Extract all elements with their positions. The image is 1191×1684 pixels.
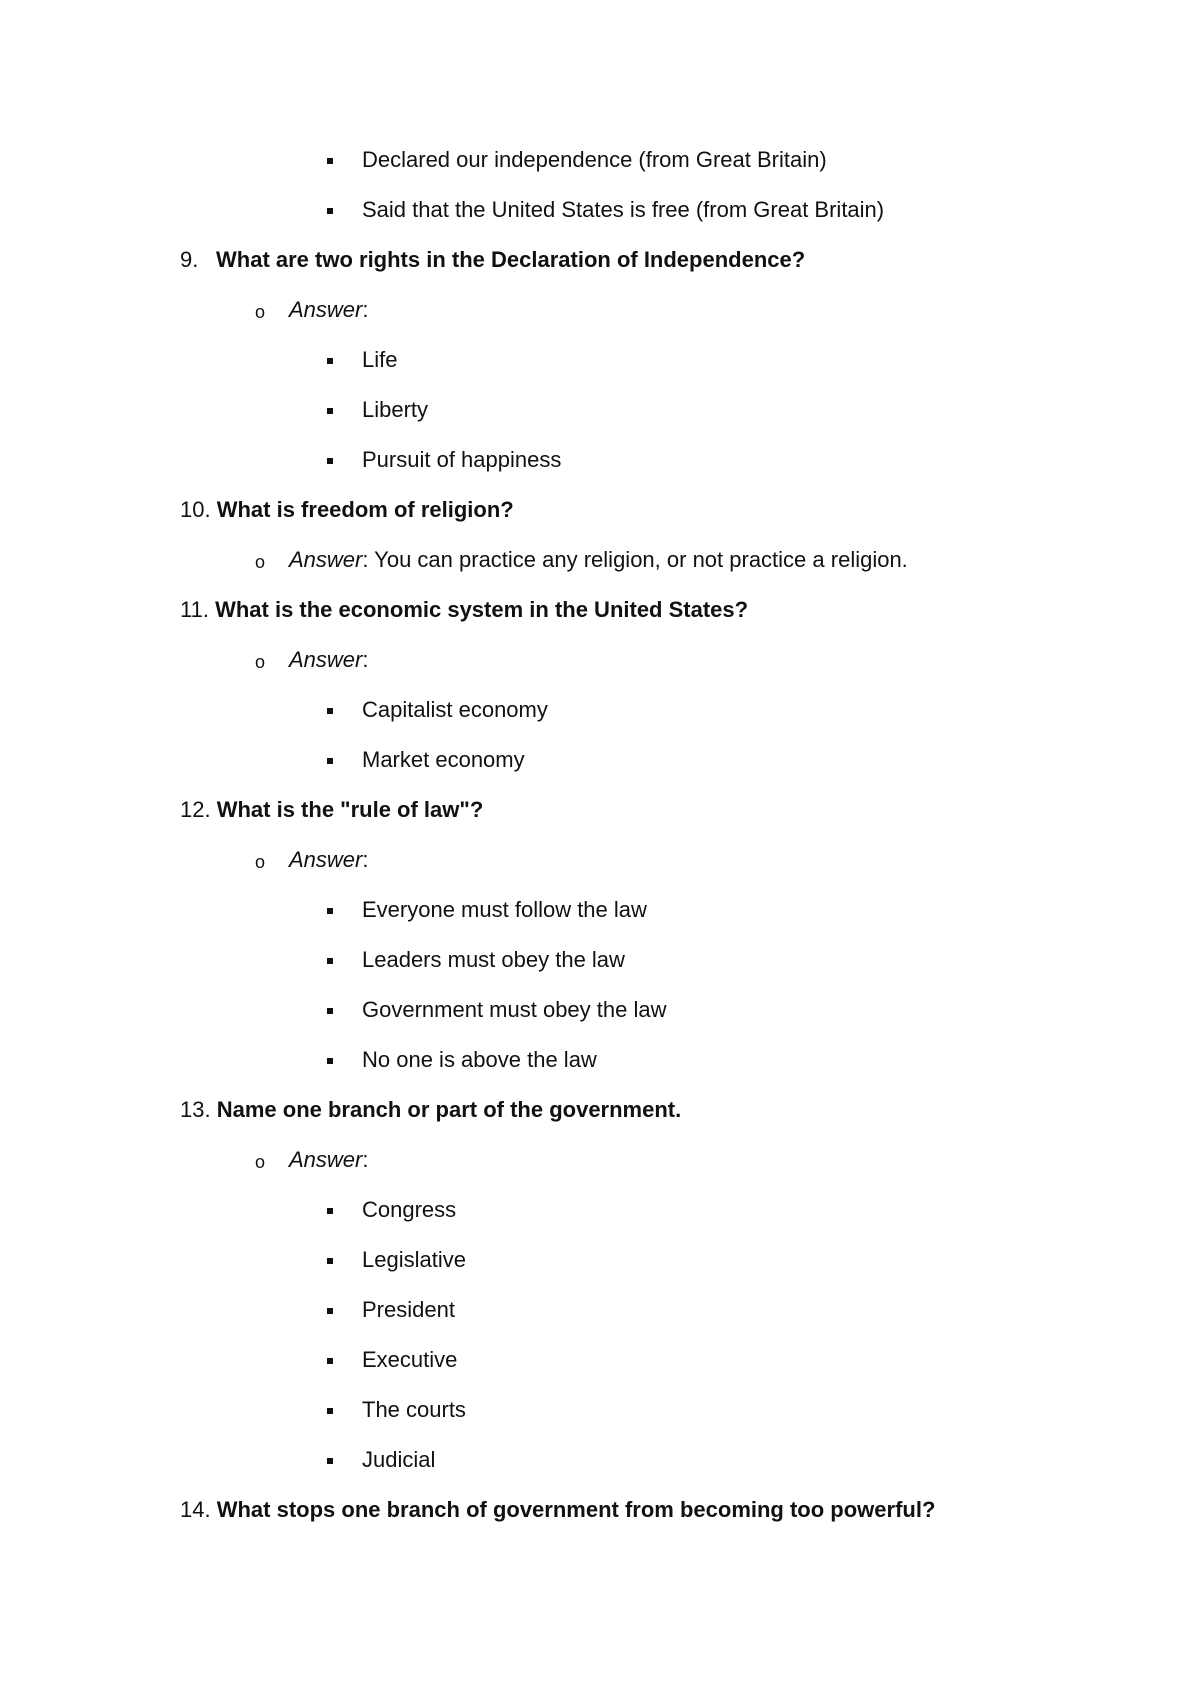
list-item-text: No one is above the law xyxy=(362,1047,597,1072)
answer-label: Answer xyxy=(289,547,363,572)
list-item xyxy=(362,1295,455,1325)
question-text: What is the economic system in the United States? xyxy=(215,597,749,622)
square-bullet-icon xyxy=(327,1308,333,1314)
list-item-text: Judicial xyxy=(362,1447,436,1472)
square-bullet-icon xyxy=(327,358,333,364)
circle-bullet-icon: o xyxy=(255,1152,266,1172)
question-9 xyxy=(180,245,805,275)
list-item xyxy=(362,195,884,225)
question-number: 13. xyxy=(180,1097,211,1122)
list-item xyxy=(362,395,428,425)
list-item-text: Executive xyxy=(362,1347,458,1372)
list-item xyxy=(362,745,525,775)
list-item-text: Pursuit of happiness xyxy=(362,447,562,472)
answer-line xyxy=(255,295,369,325)
answer-label: Answer xyxy=(289,647,363,672)
square-bullet-icon xyxy=(327,908,333,914)
square-bullet-icon xyxy=(327,158,333,164)
square-bullet-icon xyxy=(327,1008,333,1014)
question-number: 11. xyxy=(180,597,209,622)
list-item-text: Everyone must follow the law xyxy=(362,897,647,922)
question-number: 9. xyxy=(180,247,199,272)
answer-line xyxy=(255,1145,369,1175)
square-bullet-icon xyxy=(327,208,333,214)
question-12 xyxy=(180,795,483,825)
list-item xyxy=(362,945,625,975)
list-item xyxy=(362,1395,466,1425)
answer-label: Answer xyxy=(289,847,363,872)
question-text: What is freedom of religion? xyxy=(216,497,514,522)
answer-text: : xyxy=(362,1147,369,1172)
question-11 xyxy=(180,595,748,625)
square-bullet-icon xyxy=(327,1458,333,1464)
list-item-text: Life xyxy=(362,347,398,372)
answer-label: Answer xyxy=(289,297,363,322)
question-text: What is the "rule of law"? xyxy=(216,797,484,822)
list-item xyxy=(362,995,666,1025)
list-item xyxy=(362,345,397,375)
list-item-text: Capitalist economy xyxy=(362,697,548,722)
list-item xyxy=(362,145,827,175)
circle-bullet-icon: o xyxy=(255,302,266,322)
question-number: 12. xyxy=(180,797,211,822)
question-text: What are two rights in the Declaration of Independence? xyxy=(216,247,806,272)
answer-text: : xyxy=(362,847,369,872)
list-item-text: The courts xyxy=(362,1397,466,1422)
list-item-text: President xyxy=(362,1297,455,1322)
list-item-text: Leaders must obey the law xyxy=(362,947,625,972)
list-item-text: Said that the United States is free (from Great Britain) xyxy=(362,197,885,222)
question-14 xyxy=(180,1495,935,1525)
circle-bullet-icon: o xyxy=(255,852,266,872)
list-item-text: Congress xyxy=(362,1197,457,1222)
question-number: 14. xyxy=(180,1497,211,1522)
question-number: 10. xyxy=(180,497,211,522)
square-bullet-icon xyxy=(327,458,333,464)
square-bullet-icon xyxy=(327,1258,333,1264)
list-item-text: Government must obey the law xyxy=(362,997,667,1022)
answer-line xyxy=(255,545,908,575)
answer-text: : xyxy=(362,297,369,322)
square-bullet-icon xyxy=(327,1058,333,1064)
square-bullet-icon xyxy=(327,958,333,964)
list-item xyxy=(362,1245,466,1275)
answer-line xyxy=(255,645,369,675)
list-item-text: Liberty xyxy=(362,397,429,422)
question-13 xyxy=(180,1095,681,1125)
list-item-text: Declared our independence (from Great Britain) xyxy=(362,147,827,172)
list-item xyxy=(362,895,647,925)
circle-bullet-icon: o xyxy=(255,652,266,672)
square-bullet-icon xyxy=(327,708,333,714)
answer-text: : xyxy=(362,647,369,672)
list-item xyxy=(362,695,548,725)
list-item xyxy=(362,1345,457,1375)
answer-label: Answer xyxy=(289,1147,363,1172)
list-item-text: Legislative xyxy=(362,1247,466,1272)
list-item xyxy=(362,1195,456,1225)
square-bullet-icon xyxy=(327,408,333,414)
question-text: What stops one branch of government from becoming too powerful? xyxy=(216,1497,936,1522)
list-item-text: Market economy xyxy=(362,747,525,772)
circle-bullet-icon: o xyxy=(255,552,266,572)
list-item xyxy=(362,1045,597,1075)
answer-text: : You can practice any religion, or not practice a religion. xyxy=(362,547,908,572)
square-bullet-icon xyxy=(327,1358,333,1364)
question-10 xyxy=(180,495,514,525)
square-bullet-icon xyxy=(327,758,333,764)
list-item xyxy=(362,1445,435,1475)
square-bullet-icon xyxy=(327,1208,333,1214)
square-bullet-icon xyxy=(327,1408,333,1414)
list-item xyxy=(362,445,561,475)
question-text: Name one branch or part of the government. xyxy=(216,1097,682,1122)
answer-line xyxy=(255,845,369,875)
